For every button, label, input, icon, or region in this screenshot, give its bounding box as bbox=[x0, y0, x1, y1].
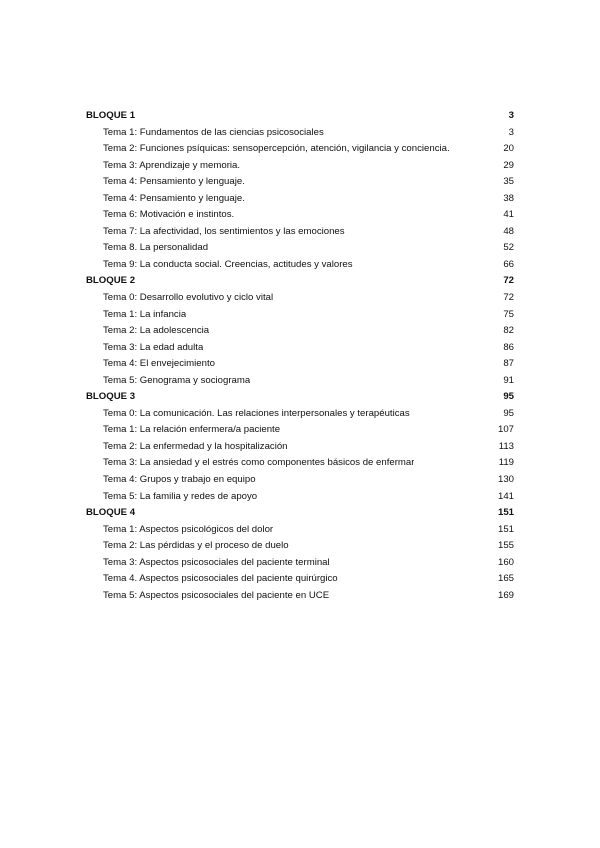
toc-topic-entry bbox=[86, 290, 514, 307]
toc-page-number: 165 bbox=[497, 573, 514, 585]
toc-page-number: 107 bbox=[497, 424, 514, 436]
toc-block-heading bbox=[86, 505, 514, 522]
toc-topic-entry bbox=[86, 588, 514, 605]
toc-page-number: 52 bbox=[503, 242, 514, 254]
toc-entry-title: Tema 1: La infancia bbox=[103, 308, 187, 320]
toc-entry-title: Tema 2: Funciones psíquicas: sensopercepción, atención, vigilancia y conciencia. bbox=[103, 143, 450, 155]
toc-topic-entry bbox=[86, 538, 514, 555]
toc-page-number: 130 bbox=[497, 474, 514, 486]
toc-page-number: 35 bbox=[503, 176, 514, 188]
toc-topic-entry bbox=[86, 373, 514, 390]
toc-entry-title: Tema 2: La adolescencia bbox=[103, 325, 210, 337]
toc-page-number: 95 bbox=[503, 407, 514, 419]
toc-page-number: 119 bbox=[498, 457, 514, 469]
toc-topic-entry bbox=[86, 174, 514, 191]
toc-topic-entry bbox=[86, 158, 514, 175]
toc-page-number: 155 bbox=[497, 540, 514, 552]
toc-entry-title: Tema 3: Aspectos psicosociales del paciente terminal bbox=[103, 556, 330, 568]
toc-page-number: 29 bbox=[503, 159, 514, 171]
toc-block-heading bbox=[86, 273, 514, 290]
toc-entry-title: Tema 4. Aspectos psicosociales del paciente quirúrgico bbox=[103, 573, 338, 585]
toc-page-number: 95 bbox=[503, 391, 514, 403]
toc-page-number: 82 bbox=[503, 325, 514, 337]
toc-page-number: 72 bbox=[503, 292, 514, 304]
toc-entry-title: Tema 3: Aprendizaje y memoria. bbox=[103, 159, 241, 171]
toc-page-number: 87 bbox=[503, 358, 514, 370]
toc-page-number: 48 bbox=[503, 225, 514, 237]
toc-topic-entry bbox=[86, 356, 514, 373]
toc-page-number: 160 bbox=[497, 556, 514, 568]
toc-entry-title: Tema 6: Motivación e instintos. bbox=[103, 209, 235, 221]
toc-entry-title: BLOQUE 4 bbox=[86, 507, 136, 519]
toc-page-number: 72 bbox=[503, 275, 514, 287]
toc-entry-title: Tema 0: Desarrollo evolutivo y ciclo vital bbox=[103, 292, 274, 304]
toc-page-number: 3 bbox=[508, 110, 514, 121]
toc-entry-title: Tema 3: La ansiedad y el estrés como componentes básicos de enfermar bbox=[103, 457, 415, 469]
toc-topic-entry bbox=[86, 224, 514, 241]
toc-topic-entry bbox=[86, 191, 514, 208]
toc-page-number: 41 bbox=[503, 209, 514, 221]
toc-topic-entry bbox=[86, 571, 514, 588]
toc-topic-entry bbox=[86, 307, 514, 324]
toc-topic-entry bbox=[86, 323, 514, 340]
toc-topic-entry bbox=[86, 522, 514, 539]
toc-entry-title: Tema 9: La conducta social. Creencias, actitudes y valores bbox=[103, 258, 353, 270]
toc-page-number: 151 bbox=[497, 523, 514, 535]
toc-entry-title: Tema 2: La enfermedad y la hospitalización bbox=[103, 440, 288, 452]
toc-entry-title: Tema 5: Genograma y sociograma bbox=[103, 374, 251, 386]
toc-entry-title: Tema 5: Aspectos psicosociales del paciente en UCE bbox=[103, 589, 330, 601]
toc-entry-title: Tema 0: La comunicación. Las relaciones interpersonales y terapéuticas bbox=[103, 407, 410, 419]
toc-entry-title: Tema 4: Grupos y trabajo en equipo bbox=[103, 474, 256, 486]
toc-page-number: 151 bbox=[497, 507, 514, 519]
toc-page-number: 113 bbox=[498, 440, 514, 452]
toc-topic-entry bbox=[86, 455, 514, 472]
table-of-contents bbox=[86, 108, 514, 604]
toc-block-heading bbox=[86, 108, 514, 125]
toc-topic-entry bbox=[86, 472, 514, 489]
toc-entry-title: Tema 8. La personalidad bbox=[103, 242, 209, 254]
toc-page-number: 86 bbox=[503, 341, 514, 353]
toc-page-number: 3 bbox=[508, 126, 514, 138]
toc-topic-entry bbox=[86, 340, 514, 357]
toc-page-number: 66 bbox=[503, 258, 514, 270]
toc-entry-title: Tema 3: La edad adulta bbox=[103, 341, 204, 353]
toc-page-number: 20 bbox=[503, 143, 514, 155]
toc-topic-entry bbox=[86, 257, 514, 274]
toc-page-number: 169 bbox=[497, 589, 514, 601]
toc-entry-title: Tema 1: Aspectos psicológicos del dolor bbox=[103, 523, 274, 535]
toc-entry-title: Tema 2: Las pérdidas y el proceso de duelo bbox=[103, 540, 289, 552]
toc-entry-title: BLOQUE 1 bbox=[86, 110, 136, 121]
toc-entry-title: Tema 4: Pensamiento y lenguaje. bbox=[103, 176, 245, 188]
toc-entry-title: Tema 5: La familia y redes de apoyo bbox=[103, 490, 258, 502]
toc-topic-entry bbox=[86, 422, 514, 439]
toc-topic-entry bbox=[86, 439, 514, 456]
toc-entry-title: Tema 1: La relación enfermera/a paciente bbox=[103, 424, 281, 436]
toc-topic-entry bbox=[86, 141, 514, 158]
toc-entry-title: Tema 4: El envejecimiento bbox=[103, 358, 215, 370]
toc-entry-title: BLOQUE 2 bbox=[86, 275, 136, 287]
toc-topic-entry bbox=[86, 406, 514, 423]
toc-page-number: 91 bbox=[503, 374, 514, 386]
toc-page-number: 75 bbox=[503, 308, 514, 320]
toc-entry-title: Tema 4: Pensamiento y lenguaje. bbox=[103, 192, 245, 204]
toc-topic-entry bbox=[86, 125, 514, 142]
toc-topic-entry bbox=[86, 207, 514, 224]
toc-page-number: 38 bbox=[503, 192, 514, 204]
toc-topic-entry bbox=[86, 489, 514, 506]
toc-topic-entry bbox=[86, 240, 514, 257]
toc-page-number: 141 bbox=[497, 490, 514, 502]
toc-entry-title: Tema 1: Fundamentos de las ciencias psicosociales bbox=[103, 126, 324, 138]
toc-topic-entry bbox=[86, 555, 514, 572]
toc-entry-title: BLOQUE 3 bbox=[86, 391, 136, 403]
toc-entry-title: Tema 7: La afectividad, los sentimientos y las emociones bbox=[103, 225, 345, 237]
toc-block-heading bbox=[86, 389, 514, 406]
